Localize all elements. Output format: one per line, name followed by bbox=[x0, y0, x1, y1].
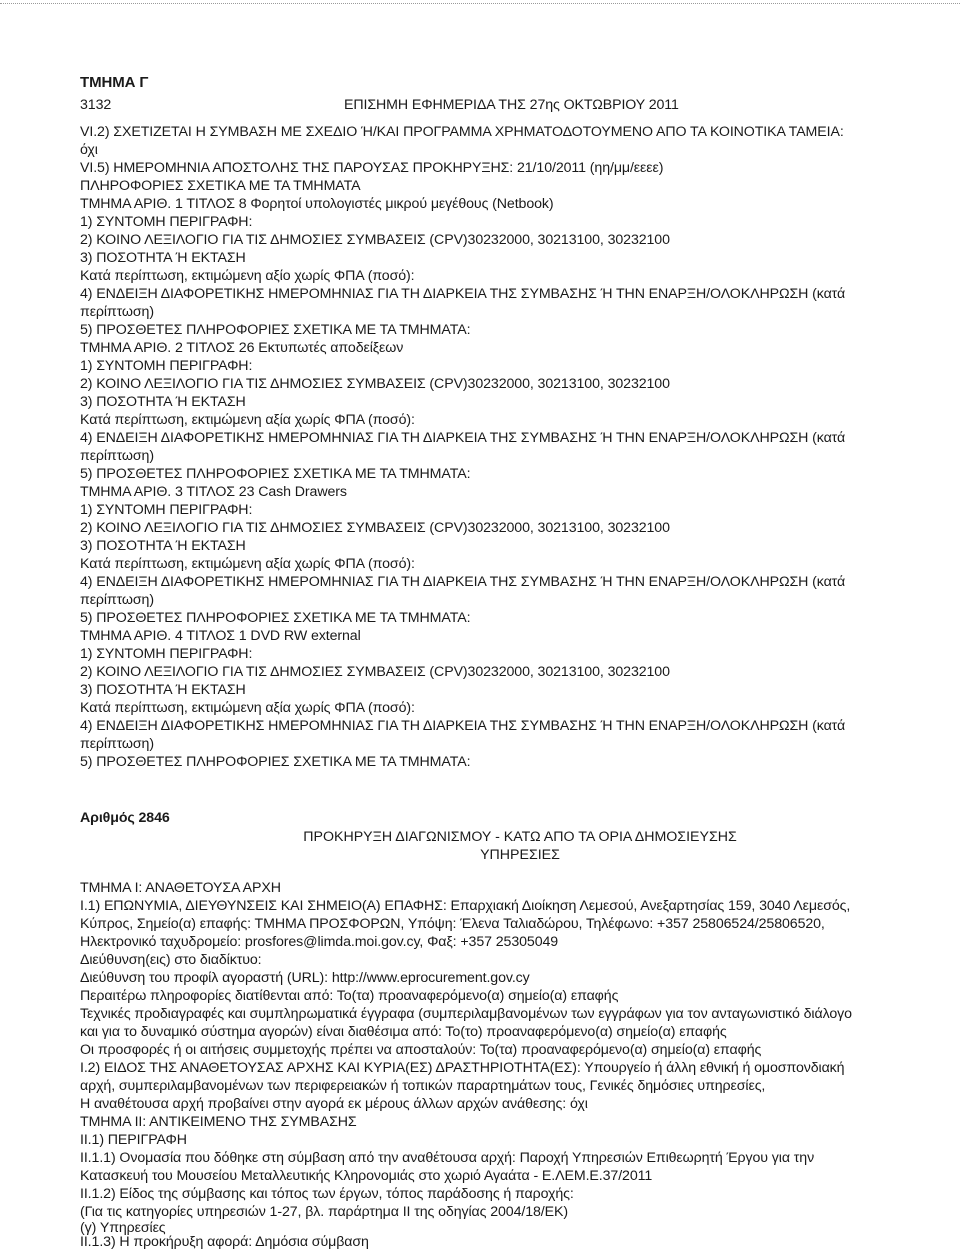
intro-line: VI.5) ΗΜΕΡΟΜΗΝΙΑ ΑΠΟΣΤΟΛΗΣ ΤΗΣ ΠΑΡΟΥΣΑΣ ΠΡΟΚΗΡΥΞΗΣ: 21/10/2011 (ηη/μμ/εεεε) bbox=[80, 160, 664, 176]
notice-line: ΤΜΗΜΑ ΙΙ: ΑΝΤΙΚΕΙΜΕΝΟ ΤΗΣ ΣΥΜΒΑΣΗΣ bbox=[80, 1114, 357, 1130]
notice-line: και για το δυναμικό σύστημα αγορών) είναι διαθέσιμα από: Το(το) προαναφερόμενο(α) σημείο(α) επαφής bbox=[80, 1024, 727, 1040]
notice-line: (Για τις κατηγορίες υπηρεσιών 1-27, βλ. παράρτημα ΙΙ της οδηγίας 2004/18/ΕΚ) bbox=[80, 1204, 568, 1220]
lot-title: ΤΜΗΜΑ ΑΡΙΘ. 1 ΤΙΤΛΟΣ 8 Φορητοί υπολογιστές μικρού μεγέθους (Netbook) bbox=[80, 196, 554, 212]
notice-line: αρχή, συμπεριλαμβανομένων των περιφερειακών ή τοπικών παραρτημάτων τους, Γενικές δημόσιες υπηρεσίες, bbox=[80, 1078, 766, 1094]
lot-dates-cont: περίπτωση) bbox=[80, 736, 154, 752]
notice-line: Περαιτέρω πληροφορίες διατίθενται από: Το(τα) προαναφερόμενο(α) σημείο(α) επαφής bbox=[80, 988, 619, 1004]
lot-additional-info: 5) ΠΡΟΣΘΕΤΕΣ ΠΛΗΡΟΦΟΡΙΕΣ ΣΧΕΤΙΚΑ ΜΕ ΤΑ ΤΜΗΜΑΤΑ: bbox=[80, 466, 471, 482]
lot-value: Κατά περίπτωση, εκτιμώμενη αξία χωρίς ΦΠΑ (ποσό): bbox=[80, 556, 415, 572]
gazette-header: ΕΠΙΣΗΜΗ ΕΦΗΜΕΡΙΔΑ ΤΗΣ 27ης ΟΚΤΩΒΡΙΟΥ 2011 bbox=[344, 97, 679, 113]
notice-line: ΙΙ.1.1) Ονομασία που δόθηκε στη σύμβαση από την αναθέτουσα αρχή: Παροχή Υπηρεσιών Επιθεωρητή Έργου για την bbox=[80, 1150, 815, 1166]
notice-line: (γ) Υπηρεσίες bbox=[80, 1220, 166, 1236]
lot-dates: 4) ΕΝΔΕΙΞΗ ΔΙΑΦΟΡΕΤΙΚΗΣ ΗΜΕΡΟΜΗΝΙΑΣ ΓΙΑ ΤΗ ΔΙΑΡΚΕΙΑ ΤΗΣ ΣΥΜΒΑΣΗΣ Ή ΤΗΝ ΕΝΑΡΞΗ/ΟΛΟΚΛΗΡΩΣΗ (κατά bbox=[80, 718, 846, 734]
lot-short-description: 1) ΣΥΝΤΟΜΗ ΠΕΡΙΓΡΑΦΗ: bbox=[80, 502, 253, 518]
notice-number: Αριθμός 2846 bbox=[80, 810, 170, 826]
lot-short-description: 1) ΣΥΝΤΟΜΗ ΠΕΡΙΓΡΑΦΗ: bbox=[80, 358, 253, 374]
lot-dates: 4) ΕΝΔΕΙΞΗ ΔΙΑΦΟΡΕΤΙΚΗΣ ΗΜΕΡΟΜΗΝΙΑΣ ΓΙΑ ΤΗ ΔΙΑΡΚΕΙΑ ΤΗΣ ΣΥΜΒΑΣΗΣ Ή ΤΗΝ ΕΝΑΡΞΗ/ΟΛΟΚΛΗΡΩΣΗ (κατά bbox=[80, 430, 846, 446]
notice-line: ΤΜΗΜΑ Ι: ΑΝΑΘΕΤΟΥΣΑ ΑΡΧΗ bbox=[80, 880, 281, 896]
intro-line: ΠΛΗΡΟΦΟΡΙΕΣ ΣΧΕΤΙΚΑ ΜΕ ΤΑ ΤΜΗΜΑΤΑ bbox=[80, 178, 361, 194]
lot-dates-cont: περίπτωση) bbox=[80, 448, 154, 464]
notice-line: ΙΙ.1.2) Είδος της σύμβασης και τόπος των έργων, τόπος παράδοσης ή παροχής: bbox=[80, 1186, 574, 1202]
lot-dates: 4) ΕΝΔΕΙΞΗ ΔΙΑΦΟΡΕΤΙΚΗΣ ΗΜΕΡΟΜΗΝΙΑΣ ΓΙΑ ΤΗ ΔΙΑΡΚΕΙΑ ΤΗΣ ΣΥΜΒΑΣΗΣ Ή ΤΗΝ ΕΝΑΡΞΗ/ΟΛΟΚΛΗΡΩΣΗ (κατά bbox=[80, 574, 846, 590]
lot-cpv: 2) ΚΟΙΝΟ ΛΕΞΙΛΟΓΙΟ ΓΙΑ ΤΙΣ ΔΗΜΟΣΙΕΣ ΣΥΜΒΑΣΕΙΣ (CPV)30232000, 30213100, 30232100 bbox=[80, 664, 670, 680]
intro-line: VI.2) ΣΧΕΤΙΖΕΤΑΙ Η ΣΥΜΒΑΣΗ ΜΕ ΣΧΕΔΙΟ Ή/ΚΑΙ ΠΡΟΓΡΑΜΜΑ ΧΡΗΜΑΤΟΔΟΤΟΥΜΕΝΟ ΑΠΟ ΤΑ ΚΟΙΝΟΤΙΚΑ ΤΑΜΕΙΑ: bbox=[80, 124, 844, 140]
lot-quantity: 3) ΠΟΣΟΤΗΤΑ Ή ΕΚΤΑΣΗ bbox=[80, 250, 246, 266]
lot-cpv: 2) ΚΟΙΝΟ ΛΕΞΙΛΟΓΙΟ ΓΙΑ ΤΙΣ ΔΗΜΟΣΙΕΣ ΣΥΜΒΑΣΕΙΣ (CPV)30232000, 30213100, 30232100 bbox=[80, 520, 670, 536]
lot-quantity: 3) ΠΟΣΟΤΗΤΑ Ή ΕΚΤΑΣΗ bbox=[80, 682, 246, 698]
notice-heading: ΠΡΟΚΗΡΥΞΗ ΔΙΑΓΩΝΙΣΜΟΥ - ΚΑΤΩ ΑΠΟ ΤΑ ΟΡΙΑ ΔΗΜΟΣΙΕΥΣΗΣ bbox=[303, 829, 737, 845]
page-number: 3132 bbox=[80, 97, 112, 113]
notice-line: Ι.1) ΕΠΩΝΥΜΙΑ, ΔΙΕΥΘΥΝΣΕΙΣ ΚΑΙ ΣΗΜΕΙΟ(Α) ΕΠΑΦΗΣ: Επαρχιακή Διοίκηση Λεμεσού, Ανεξαρτησίας 159, 3040 Λεμεσός, bbox=[80, 898, 851, 914]
lot-additional-info: 5) ΠΡΟΣΘΕΤΕΣ ΠΛΗΡΟΦΟΡΙΕΣ ΣΧΕΤΙΚΑ ΜΕ ΤΑ ΤΜΗΜΑΤΑ: bbox=[80, 754, 471, 770]
lot-title: ΤΜΗΜΑ ΑΡΙΘ. 2 ΤΙΤΛΟΣ 26 Εκτυπωτές αποδείξεων bbox=[80, 340, 404, 356]
notice-heading-sub: ΥΠΗΡΕΣΙΕΣ bbox=[480, 847, 560, 863]
lot-value: Κατά περίπτωση, εκτιμώμενη αξία χωρίς ΦΠΑ (ποσό): bbox=[80, 700, 415, 716]
lot-short-description: 1) ΣΥΝΤΟΜΗ ΠΕΡΙΓΡΑΦΗ: bbox=[80, 646, 253, 662]
notice-line: Διεύθυνση του προφίλ αγοραστή (URL): http://www.eprocurement.gov.cy bbox=[80, 970, 530, 986]
notice-line: Διεύθυνση(εις) στο διαδίκτυο: bbox=[80, 952, 262, 968]
lot-cpv: 2) ΚΟΙΝΟ ΛΕΞΙΛΟΓΙΟ ΓΙΑ ΤΙΣ ΔΗΜΟΣΙΕΣ ΣΥΜΒΑΣΕΙΣ (CPV)30232000, 30213100, 30232100 bbox=[80, 376, 670, 392]
lot-cpv: 2) ΚΟΙΝΟ ΛΕΞΙΛΟΓΙΟ ΓΙΑ ΤΙΣ ΔΗΜΟΣΙΕΣ ΣΥΜΒΑΣΕΙΣ (CPV)30232000, 30213100, 30232100 bbox=[80, 232, 670, 248]
lot-title: ΤΜΗΜΑ ΑΡΙΘ. 4 ΤΙΤΛΟΣ 1 DVD RW external bbox=[80, 628, 361, 644]
section-heading: ΤΜΗΜΑ Γ bbox=[80, 74, 149, 91]
notice-line: Τεχνικές προδιαγραφές και συμπληρωματικά έγγραφα (συμπεριλαμβανομένων των εγγράφων για τον ανταγωνιστικό διάλογο bbox=[80, 1006, 852, 1022]
lot-value: Κατά περίπτωση, εκτιμώμενη αξία χωρίς ΦΠΑ (ποσό): bbox=[80, 412, 415, 428]
notice-line: Κατασκευή του Μουσείου Μεταλλευτικής Κληρονομιάς στο χωριό Αγαάτα - Ε.ΛΕΜ.Ε.37/2011 bbox=[80, 1168, 653, 1184]
lot-short-description: 1) ΣΥΝΤΟΜΗ ΠΕΡΙΓΡΑΦΗ: bbox=[80, 214, 253, 230]
lot-additional-info: 5) ΠΡΟΣΘΕΤΕΣ ΠΛΗΡΟΦΟΡΙΕΣ ΣΧΕΤΙΚΑ ΜΕ ΤΑ ΤΜΗΜΑΤΑ: bbox=[80, 610, 471, 626]
lot-title: ΤΜΗΜΑ ΑΡΙΘ. 3 ΤΙΤΛΟΣ 23 Cash Drawers bbox=[80, 484, 347, 500]
intro-line: όχι bbox=[80, 142, 98, 158]
notice-line: Ι.2) ΕΙΔΟΣ ΤΗΣ ΑΝΑΘΕΤΟΥΣΑΣ ΑΡΧΗΣ ΚΑΙ ΚΥΡΙΑ(ΕΣ) ΔΡΑΣΤΗΡΙΟΤΗΤΑ(ΕΣ): Υπουργείο ή άλλη εθνική ή ομοσπονδιακή bbox=[80, 1060, 845, 1076]
lot-quantity: 3) ΠΟΣΟΤΗΤΑ Ή ΕΚΤΑΣΗ bbox=[80, 538, 246, 554]
lot-quantity: 3) ΠΟΣΟΤΗΤΑ Ή ΕΚΤΑΣΗ bbox=[80, 394, 246, 410]
notice-line: Η αναθέτουσα αρχή προβαίνει στην αγορά εκ μέρους άλλων αρχών ανάθεσης: όχι bbox=[80, 1096, 588, 1112]
notice-line: ΙΙ.1) ΠΕΡΙΓΡΑΦΗ bbox=[80, 1132, 187, 1148]
notice-line: Ηλεκτρονικό ταχυδρομείο: prosfores@limda.moi.gov.cy, Φαξ: +357 25305049 bbox=[80, 934, 559, 950]
lot-dates-cont: περίπτωση) bbox=[80, 304, 154, 320]
scan-edge-line bbox=[0, 3, 960, 5]
notice-line: Κύπρος, Σημείο(α) επαφής: ΤΜΗΜΑ ΠΡΟΣΦΟΡΩΝ, Υπόψη: Έλενα Ταλιαδώρου, Τηλέφωνο: +357 25806524/25806520, bbox=[80, 916, 825, 932]
lot-additional-info: 5) ΠΡΟΣΘΕΤΕΣ ΠΛΗΡΟΦΟΡΙΕΣ ΣΧΕΤΙΚΑ ΜΕ ΤΑ ΤΜΗΜΑΤΑ: bbox=[80, 322, 471, 338]
lot-dates-cont: περίπτωση) bbox=[80, 592, 154, 608]
notice-line: Οι προσφορές ή οι αιτήσεις συμμετοχής πρέπει να αποσταλούν: Το(τα) προαναφερόμενο(α) σημείο(α) επαφής bbox=[80, 1042, 762, 1058]
lot-value: Κατά περίπτωση, εκτιμώμενη αξίο χωρίς ΦΠΑ (ποσό): bbox=[80, 268, 415, 284]
notice-line: ΙΙ.1.3) Η προκήρυξη αφορά: Δημόσια σύμβαση bbox=[80, 1234, 369, 1250]
lot-dates: 4) ΕΝΔΕΙΞΗ ΔΙΑΦΟΡΕΤΙΚΗΣ ΗΜΕΡΟΜΗΝΙΑΣ ΓΙΑ ΤΗ ΔΙΑΡΚΕΙΑ ΤΗΣ ΣΥΜΒΑΣΗΣ Ή ΤΗΝ ΕΝΑΡΞΗ/ΟΛΟΚΛΗΡΩΣΗ (κατά bbox=[80, 286, 846, 302]
